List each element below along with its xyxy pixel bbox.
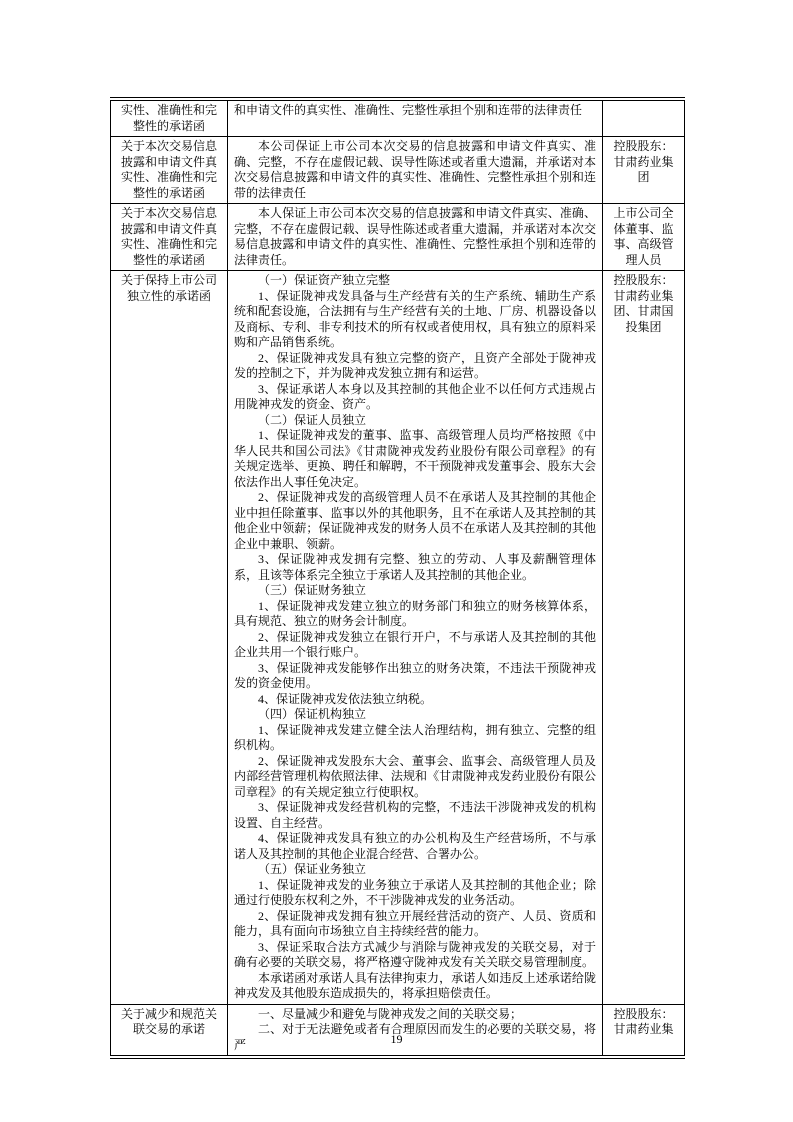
table-row [111,204,685,271]
commitment-type-cell: 关于本次交易信息披露和申请文件真实性、准确性和完整性的承诺函 [111,204,228,271]
commitment-paragraph: 二、对于无法避免或者有合理原因而发生的必要的关联交易，将严 [234,1022,596,1052]
commitment-type-cell: 关于保持上市公司独立性的承诺函 [111,271,228,1005]
commitment-paragraph: 4、保证陇神戎发具有独立的办公机构及生产经营场所，不与承诺人及其控制的其他企业混合经营、合署办公。 [234,831,596,861]
commitment-paragraph: （三）保证财务独立 [258,583,367,597]
commitment-type-cell: 关于减少和规范关联交易的承诺 [111,1004,228,1057]
commitment-party-cell: 控股股东：甘肃药业集团 [603,137,685,204]
commitment-party-cell: 上市公司全体董事、监事、高级管理人员 [603,204,685,271]
commitment-paragraph: （二）保证人员独立 [258,412,367,427]
commitment-type-cell: 实性、准确性和完整性的承诺函 [111,99,228,137]
commitment-content-cell [228,204,603,271]
commitment-content-cell [228,99,603,137]
commitment-paragraph: 1、保证陇神戎发建立独立的财务部门和独立的财务核算体系，具有规范、独立的财务会计制度。 [234,598,596,628]
commitment-paragraph: （五）保证业务独立 [258,862,367,876]
commitment-paragraph: （四）保证机构独立 [258,707,367,721]
commitment-content-cell [228,137,603,204]
commitments-table [110,97,685,1059]
commitment-paragraph: 3、保证承诺人本身以及其控制的其他企业不以任何方式违规占用陇神戎发的资金、资产。 [234,381,596,411]
commitment-paragraph: 4、保证陇神戎发依法独立纳税。 [258,691,433,706]
commitment-paragraph: 3、保证陇神戎发拥有完整、独立的劳动、人事及薪酬管理体系，且该等体系完全独立于承诺人及其控制的其他企业。 [234,552,596,582]
commitment-paragraph: 2、保证陇神戎发股东大会、董事会、监事会、高级管理人员及内部经营管理机构依照法律、法规和《甘肃陇神戎发药业股份有限公司章程》的有关规定独立行使职权。 [234,753,596,799]
commitment-paragraph: 3、保证陇神戎发能够作出独立的财务决策，不违法干预陇神戎发的资金使用。 [234,660,596,690]
commitment-paragraph: 一、尽量减少和避免与陇神戎发之间的关联交易； [258,1006,523,1021]
page-number: 19 [390,1032,403,1046]
commitment-paragraph: 2、保证陇神戎发拥有独立开展经营活动的资产、人员、资质和能力，具有面向市场独立自主持续经营的能力。 [234,908,596,938]
table-row [111,99,685,137]
commitment-type-cell: 关于本次交易信息披露和申请文件真实性、准确性和完整性的承诺函 [111,137,228,204]
commitment-paragraph: 和申请文件的真实性、准确性、完整性承担个别和连带的法律责任 [234,103,583,117]
commitment-party-cell [603,99,685,137]
commitment-paragraph: 1、保证陇神戎发建立健全法人治理结构，拥有独立、完整的组织机构。 [234,722,596,752]
commitment-content-cell [228,271,603,1005]
commitment-paragraph: （一）保证资产独立完整 [258,273,391,287]
commitment-paragraph: 1、保证陇神戎发具备与生产经营有关的生产系统、辅助生产系统和配套设施，合法拥有与生产经营有关的土地、厂房、机器设备以及商标、专利、非专利技术的所有权或者使用权，具有独立的原料采购和产品销售系统。 [234,288,596,349]
table-row [111,271,685,1005]
commitment-paragraph: 2、保证陇神戎发的高级管理人员不在承诺人及其控制的其他企业中担任除董事、监事以外的其他职务，且不在承诺人及其控制的其他企业中领薪；保证陇神戎发的财务人员不在承诺人及其控制的其他企业中兼职、领薪。 [234,490,596,551]
commitment-paragraph: 本承诺函对承诺人具有法律拘束力，承诺人如违反上述承诺给陇神戎发及其他股东造成损失的，将承担赔偿责任。 [234,970,596,1000]
commitment-party-cell: 控股股东：甘肃药业集 [603,1004,685,1057]
commitment-paragraph: 3、保证陇神戎发经营机构的完整，不违法干涉陇神戎发的机构设置、自主经营。 [234,800,596,830]
commitment-paragraph: 3、保证采取合法方式减少与消除与陇神戎发的关联交易，对于确有必要的关联交易，将严格遵守陇神戎发有关关联交易管理制度。 [234,939,596,969]
commitment-paragraph: 本公司保证上市公司本次交易的信息披露和申请文件真实、准确、完整，不存在虚假记载、误导性陈述或者重大遗漏，并承诺对本次交易信息披露和申请文件的真实性、准确性、完整性承担个别和连带的法律责任 [234,139,596,200]
commitment-paragraph: 本人保证上市公司本次交易的信息披露和申请文件真实、准确、完整，不存在虚假记载、误导性陈述或者重大遗漏，并承诺对本次交易信息披露和申请文件的真实性、准确性、完整性承担个别和连带的法律责任。 [234,206,596,267]
commitment-paragraph: 1、保证陇神戎发的业务独立于承诺人及其控制的其他企业；除通过行使股东权利之外，不干涉陇神戎发的业务活动。 [234,877,596,907]
commitment-paragraph: 1、保证陇神戎发的董事、监事、高级管理人员均严格按照《中华人民共和国公司法》《甘肃陇神戎发药业股份有限公司章程》的有关规定选举、更换、聘任和解聘，不干预陇神戎发董事会、股东大会依法作出人事任免决定。 [234,428,596,489]
commitment-party-cell: 控股股东：甘肃药业集团、甘肃国投集团 [603,271,685,1005]
table-row [111,137,685,204]
commitment-paragraph: 2、保证陇神戎发具有独立完整的资产，且资产全部处于陇神戎发的控制之下，并为陇神戎发独立拥有和运营。 [234,350,596,380]
commitment-paragraph: 2、保证陇神戎发独立在银行开户，不与承诺人及其控制的其他企业共用一个银行账户。 [234,629,596,659]
